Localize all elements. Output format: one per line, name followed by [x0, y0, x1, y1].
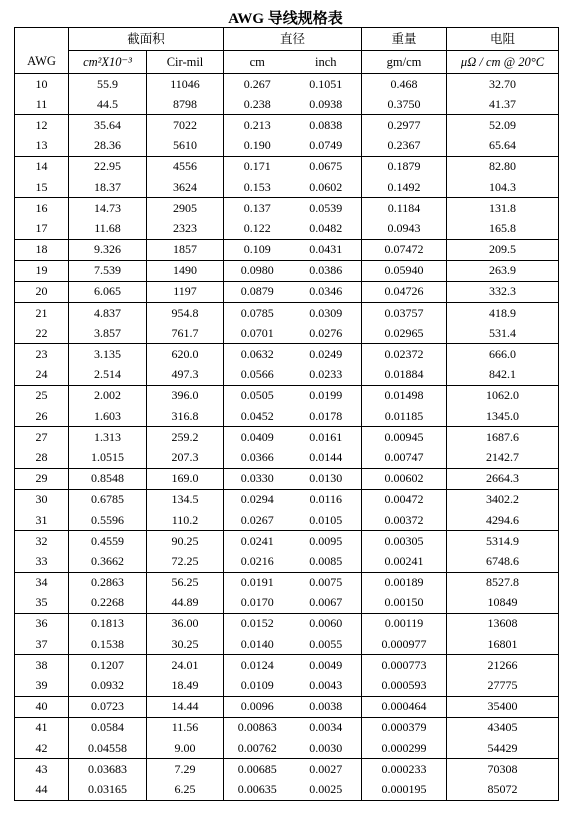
cell-dia-inch: 0.0161	[291, 427, 362, 448]
cell-area-cirmil: 620.0	[147, 344, 224, 365]
cell-weight: 0.1492	[362, 177, 447, 198]
cell-dia-inch: 0.0049	[291, 655, 362, 676]
cell-dia-inch: 0.0116	[291, 489, 362, 510]
unit-area-cm2: cm²X10⁻³	[69, 51, 147, 74]
cell-dia-cm: 0.0267	[240, 512, 274, 527]
table-row	[15, 303, 559, 324]
cell-weight: 0.3750	[362, 94, 447, 115]
cell-dia-cm: 0.0701	[240, 325, 274, 340]
cell-dia-inch: 0.0309	[291, 303, 362, 324]
cell-area-cm2: 3.135	[69, 344, 147, 365]
cell-dia-cm: 0.0170	[240, 595, 274, 610]
cell-weight: 0.00945	[362, 427, 447, 448]
cell-awg: 44	[15, 779, 69, 800]
cell-resistance: 4294.6	[447, 510, 559, 531]
cell-weight: 0.000379	[362, 717, 447, 738]
cell-area-cirmil: 24.01	[147, 655, 224, 676]
cell-dia-cm: 0.190	[243, 138, 271, 153]
cell-weight: 0.000593	[362, 675, 447, 696]
cell-area-cirmil: 14.44	[147, 696, 224, 717]
cell-area-cm2: 0.1207	[69, 655, 147, 676]
cell-resistance: 35400	[447, 696, 559, 717]
cell-dia-inch: 0.0938	[291, 94, 362, 115]
cell-resistance: 131.8	[447, 198, 559, 219]
table-row	[15, 634, 559, 655]
cell-resistance: 6748.6	[447, 551, 559, 572]
cell-dia-inch: 0.0085	[291, 551, 362, 572]
header-spacer	[15, 28, 69, 51]
cell-awg: 28	[15, 447, 69, 468]
cell-awg: 43	[15, 759, 69, 780]
cell-resistance: 41.37	[447, 94, 559, 115]
cell-awg: 31	[15, 510, 69, 531]
cell-dia-cm: 0.00762	[237, 740, 277, 755]
cell-resistance: 32.70	[447, 74, 559, 95]
cell-dia-inch: 0.0095	[291, 531, 362, 552]
cell-dia-inch: 0.0144	[291, 447, 362, 468]
cell-dia-inch: 0.0055	[291, 634, 362, 655]
cell-weight: 0.05940	[362, 260, 447, 281]
cell-dia-cm: 0.0879	[224, 281, 291, 302]
cell-awg: 42	[15, 738, 69, 759]
cell-dia-inch: 0.0233	[291, 365, 362, 386]
table-row	[15, 510, 559, 531]
cell-resistance: 209.5	[447, 239, 559, 260]
cell-dia-inch: 0.0025	[291, 779, 362, 800]
cell-resistance: 332.3	[447, 281, 559, 302]
cell-area-cm2: 0.2863	[69, 572, 147, 593]
cell-resistance: 54429	[447, 738, 559, 759]
table-row	[15, 593, 559, 614]
cell-weight: 0.07472	[362, 239, 447, 260]
cell-resistance: 27775	[447, 675, 559, 696]
table-row	[15, 74, 559, 95]
cell-resistance: 65.64	[447, 136, 559, 157]
header-row	[15, 28, 559, 51]
cell-resistance: 2664.3	[447, 468, 559, 489]
cell-area-cm2: 7.539	[69, 260, 147, 281]
cell-resistance: 21266	[447, 655, 559, 676]
cell-weight: 0.02372	[362, 344, 447, 365]
cell-dia-inch: 0.0075	[291, 572, 362, 593]
cell-area-cirmil: 1857	[147, 239, 224, 260]
cell-weight: 0.01185	[362, 406, 447, 427]
cell-awg: 30	[15, 489, 69, 510]
cell-dia-inch: 0.0027	[291, 759, 362, 780]
cell-area-cm2: 9.326	[69, 239, 147, 260]
cell-weight: 0.468	[362, 74, 447, 95]
cell-area-cirmil: 497.3	[147, 365, 224, 386]
cell-awg: 25	[15, 385, 69, 406]
cell-area-cm2: 22.95	[69, 156, 147, 177]
cell-area-cm2: 0.0723	[69, 696, 147, 717]
cell-dia-cm: 0.0632	[224, 344, 291, 365]
cell-resistance: 82.80	[447, 156, 559, 177]
cell-area-cirmil: 2323	[147, 218, 224, 239]
cell-weight: 0.00119	[362, 613, 447, 634]
unit-weight: gm/cm	[362, 51, 447, 74]
cell-dia-inch: 0.0431	[291, 239, 362, 260]
table-row	[15, 613, 559, 634]
cell-dia-inch: 0.0034	[291, 717, 362, 738]
cell-awg: 17	[15, 218, 69, 239]
table-body	[15, 74, 559, 801]
cell-resistance: 1687.6	[447, 427, 559, 448]
cell-area-cirmil: 396.0	[147, 385, 224, 406]
cell-area-cm2: 3.857	[69, 323, 147, 344]
cell-area-cm2: 1.313	[69, 427, 147, 448]
cell-dia-cm: 0.0566	[240, 367, 274, 382]
header-diameter: 直径	[224, 28, 362, 51]
table-row	[15, 551, 559, 572]
cell-area-cm2: 14.73	[69, 198, 147, 219]
cell-dia-cm: 0.0241	[224, 531, 291, 552]
unit-row	[15, 51, 559, 74]
cell-area-cm2: 0.0932	[69, 675, 147, 696]
table-row	[15, 406, 559, 427]
cell-weight: 0.2367	[362, 136, 447, 157]
cell-awg: 24	[15, 365, 69, 386]
cell-dia-inch: 0.0030	[291, 738, 362, 759]
cell-dia-inch: 0.0060	[291, 613, 362, 634]
cell-dia-inch: 0.0067	[291, 593, 362, 614]
table-row	[15, 427, 559, 448]
cell-weight: 0.000195	[362, 779, 447, 800]
cell-dia-cm: 0.0191	[224, 572, 291, 593]
cell-dia-inch: 0.0105	[291, 510, 362, 531]
table-row	[15, 696, 559, 717]
cell-awg: 13	[15, 136, 69, 157]
cell-area-cm2: 0.03165	[69, 779, 147, 800]
cell-dia-inch: 0.0199	[291, 385, 362, 406]
cell-area-cm2: 28.36	[69, 136, 147, 157]
cell-dia-cm: 0.0294	[224, 489, 291, 510]
cell-awg: 40	[15, 696, 69, 717]
table-row	[15, 655, 559, 676]
cell-area-cm2: 2.514	[69, 365, 147, 386]
cell-dia-inch: 0.0539	[291, 198, 362, 219]
cell-awg: 36	[15, 613, 69, 634]
table-row	[15, 136, 559, 157]
cell-area-cirmil: 316.8	[147, 406, 224, 427]
cell-area-cm2: 11.68	[69, 218, 147, 239]
cell-dia-cm: 0.0152	[224, 613, 291, 634]
cell-area-cirmil: 72.25	[147, 551, 224, 572]
cell-awg: 29	[15, 468, 69, 489]
cell-dia-cm: 0.0096	[224, 696, 291, 717]
cell-awg: 39	[15, 675, 69, 696]
cell-dia-cm: 0.0140	[240, 636, 274, 651]
cell-area-cirmil: 259.2	[147, 427, 224, 448]
cell-weight: 0.01498	[362, 385, 447, 406]
table-row	[15, 779, 559, 800]
cell-awg: 18	[15, 239, 69, 260]
cell-resistance: 165.8	[447, 218, 559, 239]
cell-weight: 0.00189	[362, 572, 447, 593]
cell-weight: 0.00150	[362, 593, 447, 614]
cell-weight: 0.000233	[362, 759, 447, 780]
table-row	[15, 281, 559, 302]
cell-area-cm2: 44.5	[69, 94, 147, 115]
table-row	[15, 489, 559, 510]
cell-area-cm2: 0.03683	[69, 759, 147, 780]
cell-area-cm2: 35.64	[69, 115, 147, 136]
cell-area-cirmil: 44.89	[147, 593, 224, 614]
header-awg: AWG	[15, 51, 69, 74]
cell-awg: 38	[15, 655, 69, 676]
cell-area-cm2: 0.6785	[69, 489, 147, 510]
cell-area-cirmil: 36.00	[147, 613, 224, 634]
cell-weight: 0.04726	[362, 281, 447, 302]
unit-resistance: μΩ / cm @ 20°C	[447, 51, 559, 74]
table-row	[15, 156, 559, 177]
cell-dia-cm: 0.213	[224, 115, 291, 136]
cell-resistance: 418.9	[447, 303, 559, 324]
cell-resistance: 842.1	[447, 365, 559, 386]
cell-awg: 20	[15, 281, 69, 302]
cell-weight: 0.00305	[362, 531, 447, 552]
cell-weight: 0.00472	[362, 489, 447, 510]
cell-dia-cm: 0.238	[243, 96, 271, 111]
cell-area-cirmil: 8798	[147, 94, 224, 115]
cell-area-cm2: 6.065	[69, 281, 147, 302]
cell-resistance: 104.3	[447, 177, 559, 198]
cell-weight: 0.1879	[362, 156, 447, 177]
cell-area-cirmil: 30.25	[147, 634, 224, 655]
cell-resistance: 8527.8	[447, 572, 559, 593]
cell-weight: 0.1184	[362, 198, 447, 219]
cell-dia-cm: 0.0216	[240, 553, 274, 568]
table-row	[15, 717, 559, 738]
table-row	[15, 344, 559, 365]
table-row	[15, 468, 559, 489]
cell-awg: 27	[15, 427, 69, 448]
cell-dia-inch: 0.0276	[291, 323, 362, 344]
cell-resistance: 2142.7	[447, 447, 559, 468]
cell-area-cirmil: 134.5	[147, 489, 224, 510]
cell-area-cm2: 2.002	[69, 385, 147, 406]
unit-area-cirmil: Cir-mil	[147, 51, 224, 74]
cell-dia-cm: 0.0409	[224, 427, 291, 448]
cell-dia-inch: 0.0346	[291, 281, 362, 302]
cell-area-cirmil: 3624	[147, 177, 224, 198]
cell-area-cm2: 4.837	[69, 303, 147, 324]
cell-weight: 0.01884	[362, 365, 447, 386]
cell-awg: 23	[15, 344, 69, 365]
table-row	[15, 177, 559, 198]
table-row	[15, 198, 559, 219]
cell-dia-cm: 0.0452	[240, 408, 274, 423]
cell-resistance: 70308	[447, 759, 559, 780]
cell-area-cm2: 0.0584	[69, 717, 147, 738]
cell-dia-cm: 0.267	[224, 74, 291, 95]
cell-awg: 19	[15, 260, 69, 281]
cell-resistance: 666.0	[447, 344, 559, 365]
cell-resistance: 10849	[447, 593, 559, 614]
cell-resistance: 52.09	[447, 115, 559, 136]
cell-area-cirmil: 1490	[147, 260, 224, 281]
cell-dia-inch: 0.0602	[291, 177, 362, 198]
cell-area-cirmil: 110.2	[147, 510, 224, 531]
cell-weight: 0.2977	[362, 115, 447, 136]
cell-dia-inch: 0.0130	[291, 468, 362, 489]
cell-area-cirmil: 18.49	[147, 675, 224, 696]
table-row	[15, 323, 559, 344]
cell-area-cm2: 55.9	[69, 74, 147, 95]
table-row	[15, 94, 559, 115]
table-title: AWG 导线规格表	[228, 11, 343, 27]
cell-weight: 0.02965	[362, 323, 447, 344]
cell-awg: 10	[15, 74, 69, 95]
cell-dia-cm: 0.00635	[224, 779, 291, 800]
awg-spec-table	[14, 27, 559, 801]
table-row	[15, 447, 559, 468]
cell-area-cm2: 0.3662	[69, 551, 147, 572]
cell-dia-cm: 0.122	[243, 220, 271, 235]
cell-resistance: 531.4	[447, 323, 559, 344]
cell-weight: 0.000977	[362, 634, 447, 655]
cell-weight: 0.00372	[362, 510, 447, 531]
cell-dia-inch: 0.0482	[291, 218, 362, 239]
table-row	[15, 759, 559, 780]
cell-area-cirmil: 954.8	[147, 303, 224, 324]
cell-dia-cm: 0.0785	[224, 303, 291, 324]
cell-weight: 0.0943	[362, 218, 447, 239]
header-resistance: 电阻	[447, 28, 559, 51]
cell-dia-inch: 0.0749	[291, 136, 362, 157]
cell-weight: 0.000464	[362, 696, 447, 717]
table-row	[15, 239, 559, 260]
cell-area-cm2: 0.1813	[69, 613, 147, 634]
cell-awg: 35	[15, 593, 69, 614]
cell-area-cm2: 0.5596	[69, 510, 147, 531]
cell-dia-cm: 0.0980	[224, 260, 291, 281]
cell-awg: 12	[15, 115, 69, 136]
cell-dia-cm: 0.0330	[224, 468, 291, 489]
cell-area-cm2: 0.04558	[69, 738, 147, 759]
cell-dia-cm: 0.109	[224, 239, 291, 260]
cell-awg: 34	[15, 572, 69, 593]
cell-awg: 16	[15, 198, 69, 219]
cell-area-cirmil: 761.7	[147, 323, 224, 344]
header-weight: 重量	[362, 28, 447, 51]
cell-resistance: 13608	[447, 613, 559, 634]
cell-dia-cm: 0.153	[243, 179, 271, 194]
cell-area-cm2: 0.2268	[69, 593, 147, 614]
cell-area-cm2: 18.37	[69, 177, 147, 198]
cell-area-cirmil: 2905	[147, 198, 224, 219]
cell-dia-inch: 0.0249	[291, 344, 362, 365]
cell-resistance: 3402.2	[447, 489, 559, 510]
cell-area-cirmil: 169.0	[147, 468, 224, 489]
cell-dia-inch: 0.0838	[291, 115, 362, 136]
cell-dia-cm: 0.0505	[224, 385, 291, 406]
cell-area-cirmil: 90.25	[147, 531, 224, 552]
cell-area-cm2: 1.603	[69, 406, 147, 427]
cell-resistance: 5314.9	[447, 531, 559, 552]
cell-area-cirmil: 4556	[147, 156, 224, 177]
table-row	[15, 218, 559, 239]
cell-area-cirmil: 5610	[147, 136, 224, 157]
table-row	[15, 260, 559, 281]
cell-area-cirmil: 7.29	[147, 759, 224, 780]
cell-weight: 0.03757	[362, 303, 447, 324]
cell-dia-cm: 0.137	[224, 198, 291, 219]
table-row	[15, 738, 559, 759]
cell-awg: 15	[15, 177, 69, 198]
cell-dia-cm: 0.00863	[224, 717, 291, 738]
cell-area-cirmil: 56.25	[147, 572, 224, 593]
cell-dia-inch: 0.0038	[291, 696, 362, 717]
cell-dia-inch: 0.1051	[291, 74, 362, 95]
cell-resistance: 263.9	[447, 260, 559, 281]
table-row	[15, 531, 559, 552]
cell-resistance: 1345.0	[447, 406, 559, 427]
cell-resistance: 85072	[447, 779, 559, 800]
cell-area-cirmil: 11046	[147, 74, 224, 95]
header-area: 截面积	[69, 28, 224, 51]
cell-weight: 0.00602	[362, 468, 447, 489]
cell-awg: 33	[15, 551, 69, 572]
cell-dia-inch: 0.0178	[291, 406, 362, 427]
cell-resistance: 1062.0	[447, 385, 559, 406]
cell-awg: 22	[15, 323, 69, 344]
cell-dia-inch: 0.0043	[291, 675, 362, 696]
cell-weight: 0.000773	[362, 655, 447, 676]
cell-dia-inch: 0.0386	[291, 260, 362, 281]
unit-dia-cm: cm	[224, 51, 291, 74]
cell-area-cm2: 0.1538	[69, 634, 147, 655]
cell-awg: 21	[15, 303, 69, 324]
table-row	[15, 385, 559, 406]
cell-weight: 0.000299	[362, 738, 447, 759]
cell-area-cirmil: 9.00	[147, 738, 224, 759]
table-row	[15, 675, 559, 696]
cell-awg: 32	[15, 531, 69, 552]
cell-area-cirmil: 7022	[147, 115, 224, 136]
cell-area-cm2: 1.0515	[69, 447, 147, 468]
table-row	[15, 572, 559, 593]
cell-area-cirmil: 6.25	[147, 779, 224, 800]
cell-weight: 0.00241	[362, 551, 447, 572]
cell-awg: 41	[15, 717, 69, 738]
cell-awg: 14	[15, 156, 69, 177]
cell-dia-cm: 0.171	[224, 156, 291, 177]
unit-dia-inch: inch	[291, 51, 362, 74]
cell-awg: 37	[15, 634, 69, 655]
cell-awg: 26	[15, 406, 69, 427]
cell-dia-cm: 0.0366	[240, 449, 274, 464]
cell-area-cm2: 0.4559	[69, 531, 147, 552]
cell-dia-inch: 0.0675	[291, 156, 362, 177]
cell-area-cirmil: 11.56	[147, 717, 224, 738]
cell-dia-cm: 0.0124	[224, 655, 291, 676]
cell-resistance: 16801	[447, 634, 559, 655]
table-row	[15, 115, 559, 136]
table-row	[15, 365, 559, 386]
cell-area-cirmil: 207.3	[147, 447, 224, 468]
cell-weight: 0.00747	[362, 447, 447, 468]
cell-dia-cm: 0.0109	[240, 678, 274, 693]
cell-area-cm2: 0.8548	[69, 468, 147, 489]
cell-awg: 11	[15, 94, 69, 115]
cell-dia-cm: 0.00685	[224, 759, 291, 780]
cell-area-cirmil: 1197	[147, 281, 224, 302]
cell-resistance: 43405	[447, 717, 559, 738]
